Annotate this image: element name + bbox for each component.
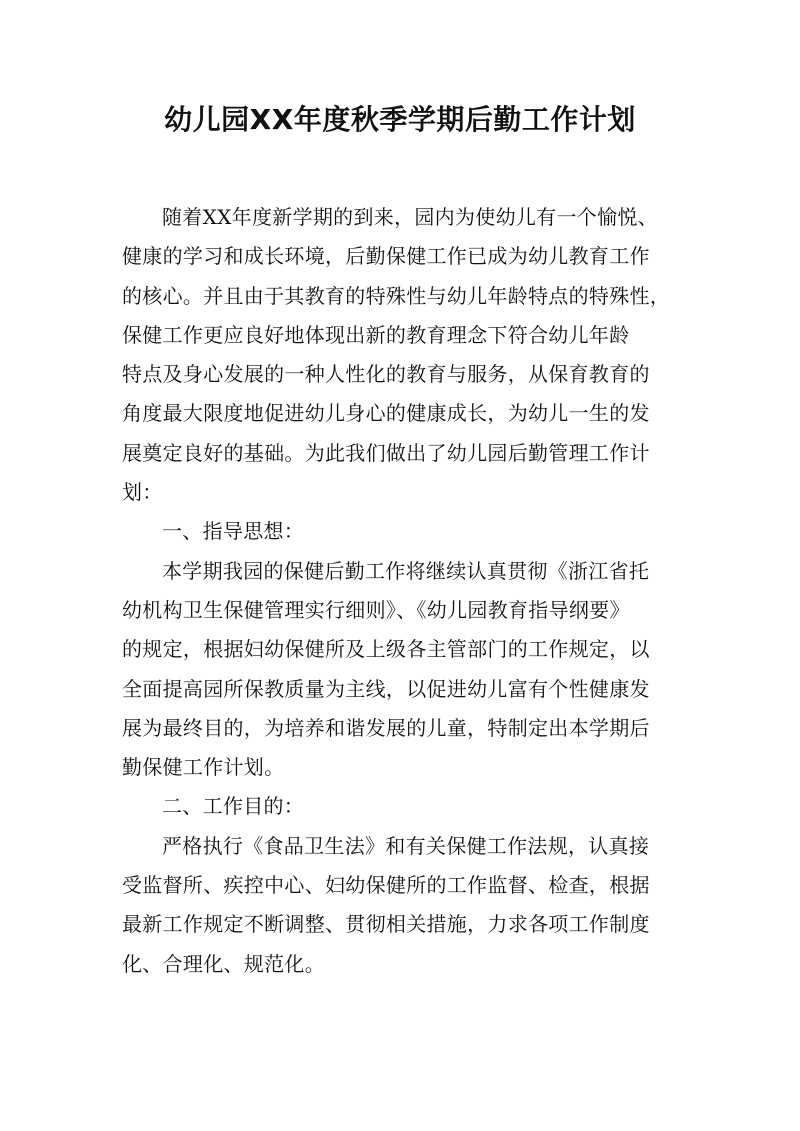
section-heading-work-goals: 二、工作目的： xyxy=(162,794,305,819)
paragraph-goals-line-4: 化、合理化、规范化。 xyxy=(122,951,325,976)
paragraph-guiding-line-4: 全面提高园所保教质量为主线，以促进幼儿富有个性健康发 xyxy=(122,676,650,701)
paragraph-intro-line-5: 特点及身心发展的一种人性化的教育与服务，从保育教育的 xyxy=(122,362,650,387)
paragraph-goals-line-2: 受监督所、疾控中心、妇幼保健所的工作监督、检查，根据 xyxy=(122,873,650,898)
paragraph-intro-line-2: 健康的学习和成长环境，后勤保健工作已成为幼儿教育工作 xyxy=(122,244,650,269)
paragraph-intro-line-3: 的核心。并且由于其教育的特殊性与幼儿年龄特点的特殊性， xyxy=(122,283,671,308)
paragraph-intro-line-1: 随着XX年度新学期的到来，园内为使幼儿有一个愉悦、 xyxy=(162,205,658,229)
paragraph-intro-line-7: 展奠定良好的基础。为此我们做出了幼儿园后勤管理工作计 xyxy=(122,440,650,465)
paragraph-goals-line-1: 严格执行《食品卫生法》和有关保健工作法规，认真接 xyxy=(162,833,650,858)
paragraph-guiding-line-6: 勤保健工作计划。 xyxy=(122,755,285,780)
document-body xyxy=(122,198,682,984)
paragraph-goals-line-3: 最新工作规定不断调整、贯彻相关措施，力求各项工作制度 xyxy=(122,912,650,937)
paragraph-intro-line-8: 划： xyxy=(122,480,163,505)
paragraph-guiding-line-3: 的规定，根据妇幼保健所及上级各主管部门的工作规定，以 xyxy=(122,637,650,662)
section-heading-guiding-ideas: 一、指导思想： xyxy=(162,519,305,544)
paragraph-intro-line-4: 保健工作更应良好地体现出新的教育理念下符合幼儿年龄 xyxy=(122,322,630,347)
paragraph-guiding-line-5: 展为最终目的，为培养和谐发展的儿童，特制定出本学期后 xyxy=(122,715,650,740)
document-title: 幼儿园XX年度秋季学期后勤工作计划 xyxy=(164,103,636,136)
paragraph-guiding-line-1: 本学期我园的保健后勤工作将继续认真贯彻《浙江省托 xyxy=(162,558,650,583)
paragraph-intro-line-6: 角度最大限度地促进幼儿身心的健康成长，为幼儿一生的发 xyxy=(122,401,650,426)
paragraph-guiding-line-2: 幼机构卫生保健管理实行细则》、《幼儿园教育指导纲要》 xyxy=(122,597,630,622)
